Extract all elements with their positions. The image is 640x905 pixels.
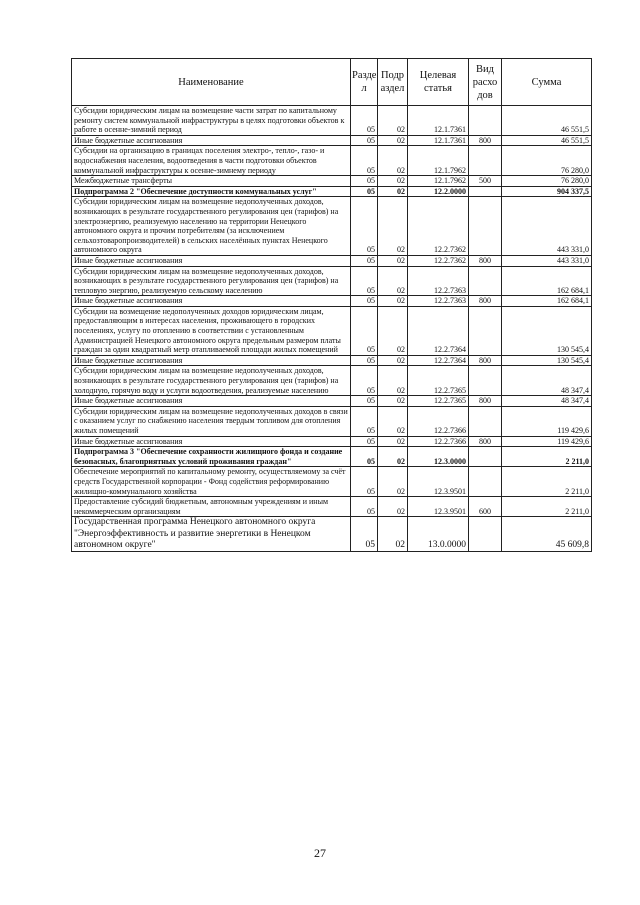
row-name: Государственная программа Ненецкого автономного округа "Энергоэффективность и развитие энергетики в Ненецком автономном округе"	[72, 517, 351, 552]
row-razdel: 05	[351, 355, 378, 366]
table-row	[72, 197, 592, 256]
row-vid-raskhodov: 800	[469, 296, 502, 307]
row-summa: 76 280,0	[502, 146, 592, 176]
row-podrazdel: 02	[378, 106, 408, 136]
row-razdel: 05	[351, 266, 378, 296]
row-podrazdel: 02	[378, 355, 408, 366]
row-name: Иные бюджетные ассигнования	[72, 396, 351, 407]
row-name: Обеспечение мероприятий по капитальному ремонту, осуществляемому за счёт средств Государственной корпорации - Фонд содействия реформированию жилищно-коммунального хозяйства	[72, 467, 351, 497]
table-row	[72, 406, 592, 436]
row-vid-raskhodov	[469, 186, 502, 197]
row-name: Субсидии юридическим лицам на возмещение части затрат по капитальному ремонту систем коммунальной инфраструктуры в целях подготовки объектов к работе в осенне-зимний период	[72, 106, 351, 136]
row-celevaya-statya: 12.3.9501	[408, 497, 469, 517]
row-name: Иные бюджетные ассигнования	[72, 436, 351, 447]
row-summa: 48 347,4	[502, 366, 592, 396]
row-podrazdel: 02	[378, 497, 408, 517]
row-vid-raskhodov: 800	[469, 355, 502, 366]
row-razdel: 05	[351, 517, 378, 552]
row-celevaya-statya: 12.2.0000	[408, 186, 469, 197]
row-vid-raskhodov	[469, 406, 502, 436]
row-razdel: 05	[351, 197, 378, 256]
row-razdel: 05	[351, 255, 378, 266]
row-podrazdel: 02	[378, 197, 408, 256]
row-summa: 443 331,0	[502, 197, 592, 256]
row-podrazdel: 02	[378, 467, 408, 497]
row-name: Межбюджетные трансферты	[72, 176, 351, 187]
row-celevaya-statya: 12.1.7962	[408, 176, 469, 187]
table-row	[72, 146, 592, 176]
row-podrazdel: 02	[378, 186, 408, 197]
row-name: Подпрограмма 2 "Обеспечение доступности коммунальных услуг"	[72, 186, 351, 197]
header-razdel: Разде л	[351, 59, 378, 106]
row-name: Субсидии юридическим лицам на возмещение недополученных доходов, возникающих в результате государственного регулирования цен (тарифов) на холодную, горячую воду и услуги водоотведения, реализуемые населению	[72, 366, 351, 396]
row-vid-raskhodov	[469, 447, 502, 467]
table-row	[72, 135, 592, 146]
row-celevaya-statya: 12.2.7365	[408, 366, 469, 396]
header-summa: Сумма	[502, 59, 592, 106]
row-celevaya-statya: 12.1.7962	[408, 146, 469, 176]
table-row	[72, 396, 592, 407]
row-vid-raskhodov	[469, 467, 502, 497]
page-number: 27	[314, 846, 326, 860]
row-celevaya-statya: 12.2.7363	[408, 296, 469, 307]
row-celevaya-statya: 12.2.7366	[408, 436, 469, 447]
row-summa: 2 211,0	[502, 447, 592, 467]
table-body	[72, 106, 592, 552]
row-name: Иные бюджетные ассигнования	[72, 135, 351, 146]
table-row	[72, 467, 592, 497]
row-razdel: 05	[351, 146, 378, 176]
row-vid-raskhodov: 800	[469, 396, 502, 407]
row-vid-raskhodov	[469, 266, 502, 296]
header-vid-raskhodov: Вид расхо дов	[469, 59, 502, 106]
row-celevaya-statya: 12.2.7365	[408, 396, 469, 407]
row-podrazdel: 02	[378, 135, 408, 146]
table-row	[72, 255, 592, 266]
row-podrazdel: 02	[378, 306, 408, 355]
row-razdel: 05	[351, 497, 378, 517]
table-row	[72, 447, 592, 467]
row-name: Субсидии на возмещение недополученных доходов юридическим лицам, предоставляющим в интересах населения, проживающего в городских поселениях, услугу по отоплению в соответствии с установленным Администрацией Ненецкого автономного округа предельным размером платы граждан за один квадратный метр отапливаемой площади жилых помещений	[72, 306, 351, 355]
row-name: Субсидии юридическим лицам на возмещение недополученных доходов, возникающих в результате государственного регулирования цен (тарифов) на электроэнергию, реализуемую населению на территории Ненецкого автономного округа и прочим потребителям (за исключением сельхозтоваропроизводителей) в сельских населённых пунктах Ненецкого автономного округа	[72, 197, 351, 256]
row-name: Подпрограмма 3 "Обеспечение сохранности жилищного фонда и создание безопасных, благоприятных условий проживания граждан"	[72, 447, 351, 467]
row-name: Иные бюджетные ассигнования	[72, 355, 351, 366]
row-summa: 2 211,0	[502, 497, 592, 517]
row-vid-raskhodov	[469, 517, 502, 552]
row-razdel: 05	[351, 447, 378, 467]
table-header-row	[72, 59, 592, 106]
row-vid-raskhodov: 600	[469, 497, 502, 517]
row-podrazdel: 02	[378, 296, 408, 307]
row-celevaya-statya: 12.2.7364	[408, 355, 469, 366]
table-row	[72, 436, 592, 447]
row-vid-raskhodov	[469, 306, 502, 355]
row-vid-raskhodov	[469, 197, 502, 256]
row-name: Предоставление субсидий бюджетным, автономным учреждениям и иным некоммерческим организациям	[72, 497, 351, 517]
row-summa: 130 545,4	[502, 355, 592, 366]
row-podrazdel: 02	[378, 366, 408, 396]
row-razdel: 05	[351, 436, 378, 447]
row-razdel: 05	[351, 406, 378, 436]
row-summa: 904 337,5	[502, 186, 592, 197]
row-summa: 119 429,6	[502, 436, 592, 447]
row-name: Субсидии на организацию в границах поселения электро-, тепло-, газо- и водоснабжения населения, водоотведения в части подготовки объектов коммунальной инфраструктуры к осенне-зимнему периоду	[72, 146, 351, 176]
row-summa: 46 551,5	[502, 106, 592, 136]
row-summa: 162 684,1	[502, 296, 592, 307]
row-razdel: 05	[351, 176, 378, 187]
table-row	[72, 106, 592, 136]
row-vid-raskhodov	[469, 106, 502, 136]
row-razdel: 05	[351, 467, 378, 497]
row-summa: 48 347,4	[502, 396, 592, 407]
row-razdel: 05	[351, 296, 378, 307]
row-razdel: 05	[351, 306, 378, 355]
row-vid-raskhodov: 800	[469, 135, 502, 146]
table-row	[72, 296, 592, 307]
row-podrazdel: 02	[378, 146, 408, 176]
row-summa: 130 545,4	[502, 306, 592, 355]
row-razdel: 05	[351, 106, 378, 136]
table-row	[72, 176, 592, 187]
row-podrazdel: 02	[378, 447, 408, 467]
row-celevaya-statya: 12.3.9501	[408, 467, 469, 497]
row-podrazdel: 02	[378, 436, 408, 447]
row-razdel: 05	[351, 186, 378, 197]
row-razdel: 05	[351, 396, 378, 407]
row-summa: 45 609,8	[502, 517, 592, 552]
row-razdel: 05	[351, 135, 378, 146]
header-podrazdel: Подр аздел	[378, 59, 408, 106]
table-row	[72, 497, 592, 517]
row-summa: 76 280,0	[502, 176, 592, 187]
table-row	[72, 366, 592, 396]
row-celevaya-statya: 12.2.7364	[408, 306, 469, 355]
table-row	[72, 355, 592, 366]
row-name: Иные бюджетные ассигнования	[72, 255, 351, 266]
row-name: Иные бюджетные ассигнования	[72, 296, 351, 307]
row-vid-raskhodov	[469, 366, 502, 396]
row-summa: 46 551,5	[502, 135, 592, 146]
row-podrazdel: 02	[378, 396, 408, 407]
table-row	[72, 517, 592, 552]
row-summa: 443 331,0	[502, 255, 592, 266]
row-celevaya-statya: 12.3.0000	[408, 447, 469, 467]
row-celevaya-statya: 12.2.7366	[408, 406, 469, 436]
budget-table	[71, 58, 592, 552]
row-summa: 119 429,6	[502, 406, 592, 436]
row-podrazdel: 02	[378, 176, 408, 187]
row-podrazdel: 02	[378, 517, 408, 552]
header-celevaya-statya: Целевая статья	[408, 59, 469, 106]
row-vid-raskhodov: 500	[469, 176, 502, 187]
table-row	[72, 266, 592, 296]
row-celevaya-statya: 12.2.7363	[408, 266, 469, 296]
table-row	[72, 306, 592, 355]
row-summa: 162 684,1	[502, 266, 592, 296]
row-celevaya-statya: 12.1.7361	[408, 135, 469, 146]
row-celevaya-statya: 13.0.0000	[408, 517, 469, 552]
row-podrazdel: 02	[378, 255, 408, 266]
header-name: Наименование	[72, 59, 351, 106]
row-celevaya-statya: 12.1.7361	[408, 106, 469, 136]
row-summa: 2 211,0	[502, 467, 592, 497]
row-name: Субсидии юридическим лицам на возмещение недополученных доходов, возникающих в результате государственного регулирования цен (тарифов) на тепловую энергию, реализуемую сельскому населению	[72, 266, 351, 296]
table-row	[72, 186, 592, 197]
row-podrazdel: 02	[378, 266, 408, 296]
row-celevaya-statya: 12.2.7362	[408, 255, 469, 266]
row-name: Субсидии юридическим лицам на возмещение недополученных доходов в связи с оказанием услуг по снабжению населения твердым топливом для отопления жилых помещений	[72, 406, 351, 436]
row-vid-raskhodov: 800	[469, 255, 502, 266]
row-razdel: 05	[351, 366, 378, 396]
row-celevaya-statya: 12.2.7362	[408, 197, 469, 256]
row-podrazdel: 02	[378, 406, 408, 436]
row-vid-raskhodov: 800	[469, 436, 502, 447]
row-vid-raskhodov	[469, 146, 502, 176]
